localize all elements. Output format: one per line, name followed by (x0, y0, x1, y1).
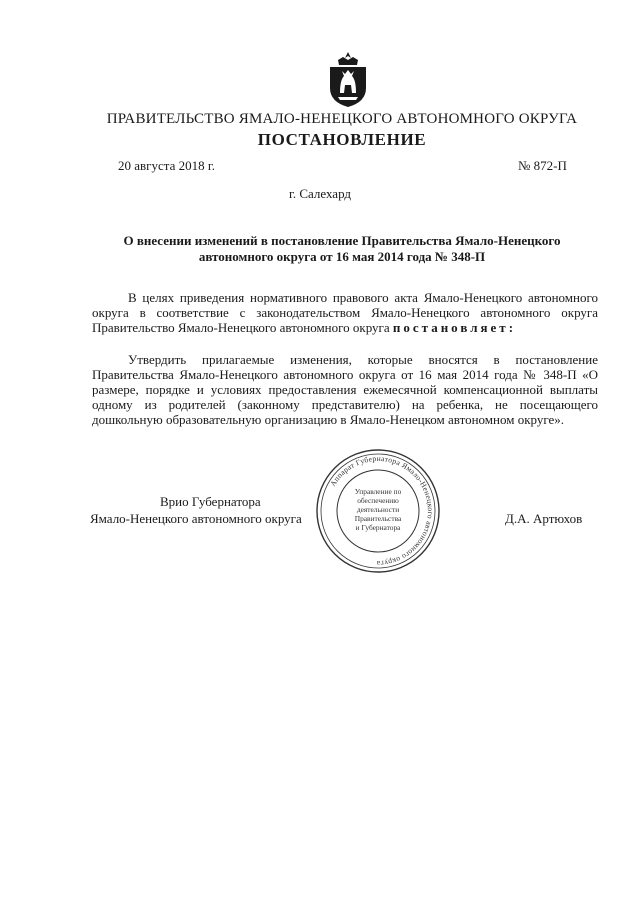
document-city: г. Салехард (288, 186, 352, 201)
decree-word: постановляет: (392, 320, 517, 335)
signatory-position-line2: Ямало-Ненецкого автономного округа (90, 511, 302, 526)
stamp-line: деятельности (356, 505, 400, 514)
stamp-ring-text: Аппарат Губернатора Ямало-Ненецкого автономного округа (328, 453, 436, 569)
resolution-text: Утвердить прилагаемые изменения, которые вносятся в постановление Правительства Ямало-Ненецкого автономного округа от 16 мая 2014 года № 348-П «О размере, порядке и условиях предоставления ежемесячной компенсационной выплаты одному из родителей (законному представителю) на ребенка, не посещающего дошкольную образовательную организацию в Ямало-Ненецком автономном округе». (92, 352, 598, 427)
stamp-line: и Губернатора (355, 523, 401, 532)
signatory-name: Д.А. Артюхов (505, 511, 583, 526)
stamp-line: Правительства (354, 514, 402, 523)
document-number: № 872-П (518, 158, 567, 173)
document-subject: О внесении изменений в постановление Правительства Ямало-Ненецкого автономного округа от 16 мая 2014 года № 348-П (123, 233, 561, 264)
document-type: ПОСТАНОВЛЕНИЕ (257, 130, 427, 149)
resolution-paragraph (92, 352, 598, 427)
coat-of-arms-icon (326, 50, 370, 108)
document-date: 20 августа 2018 г. (118, 158, 215, 173)
stamp-line: Управление по (354, 487, 402, 496)
government-title: ПРАВИТЕЛЬСТВО ЯМАЛО-НЕНЕЦКОГО АВТОНОМНОГО ОКРУГА (106, 111, 578, 127)
official-stamp (314, 447, 442, 575)
stamp-line: обеспечению (357, 496, 399, 505)
signatory-position-line1: Врио Губернатора (160, 494, 261, 509)
preamble-text: В целях приведения нормативного правового акта Ямало-Ненецкого автономного округа в соответствие с законодательством Ямало-Ненецкого автономного округа Правительство Ямало-Ненецкого автономного округа (92, 290, 598, 335)
preamble-paragraph (92, 290, 598, 335)
